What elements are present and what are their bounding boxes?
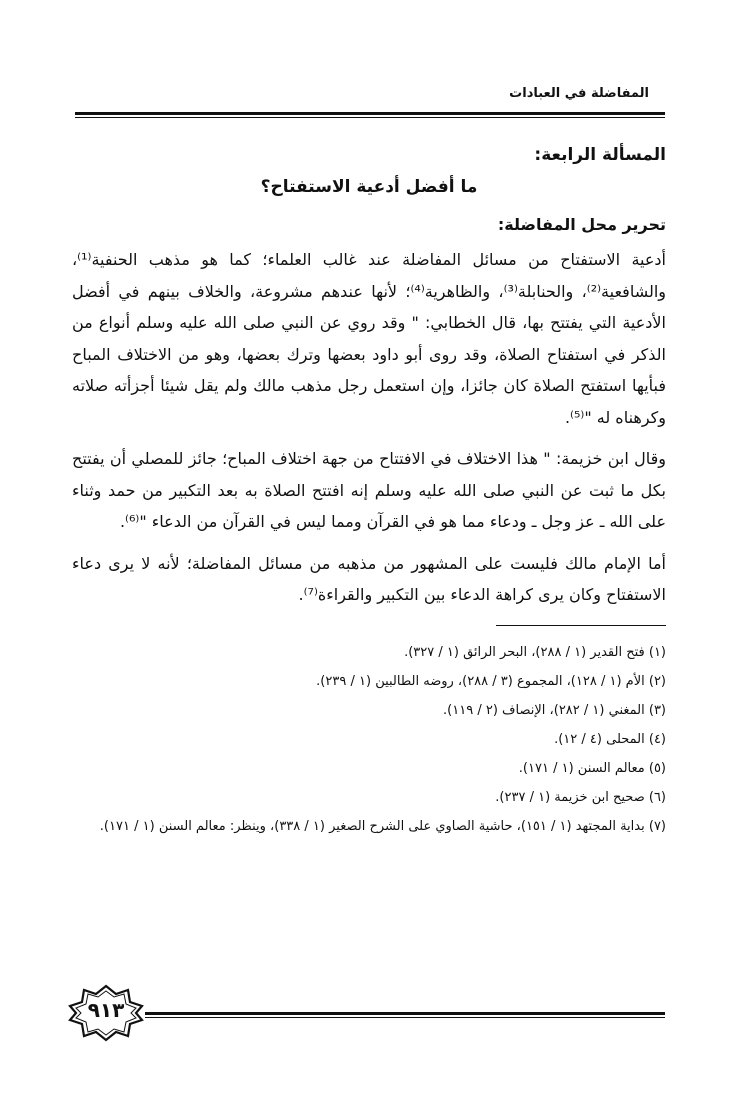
footnote-3: (٣) المغني (١ / ٢٨٢)، الإنصاف (٢ / ١١٩).	[443, 702, 666, 718]
paragraph-2: وقال ابن خزيمة: " هذا الاختلاف في الافتتاح من جهة اختلاف المباح؛ جائز للمصلي أن يفتتح بكل ما ثبت عن النبي صلى الله عليه وسلم إنه افتتح الصلاة به بعد التكبير من حمد وثناء على الله ـ عز وجل ـ ودعاء مما هو في القرآن ومما ليس في القرآن من الدعاء "⁽⁶⁾.	[72, 449, 666, 531]
footnote-6: (٦) صحيح ابن خزيمة (١ / ٢٣٧).	[495, 789, 666, 805]
footnotes-list	[72, 638, 666, 841]
footnote-1: (١) فتح القدير (١ / ٢٨٨)، البحر الرائق (١ / ٣٢٧).	[404, 644, 666, 660]
footnote-separator	[496, 625, 666, 626]
footnote-7: (٧) بداية المجتهد (١ / ١٥١)، حاشية الصاوي على الشرح الصغير (١ / ٣٣٨)، وينظر: معالم السنن (١ / ١٧١).	[99, 818, 666, 834]
footnote-2: (٢) الأم (١ / ١٢٨)، المجموع (٣ / ٢٨٨)، روضه الطالبين (١ / ٢٣٩).	[316, 673, 666, 689]
footnote-5: (٥) معالم السنن (١ / ١٧١).	[518, 760, 666, 776]
running-head-title: المفاضلة في العبادات	[509, 86, 649, 101]
header-rule	[75, 112, 665, 118]
section-heading: المسألة الرابعة:	[534, 145, 666, 165]
page-number: ٩١٣	[87, 998, 125, 1022]
question-title: ما أفضل أدعية الاستفتاح؟	[260, 177, 478, 197]
subheading: تحرير محل المفاضلة:	[497, 215, 666, 234]
footer-rule	[145, 1012, 665, 1018]
footnote-4: (٤) المحلى (٤ / ١٢).	[554, 731, 666, 747]
paragraph-1: أدعية الاستفتاح من مسائل المفاضلة عند غالب العلماء؛ كما هو مذهب الحنفية⁽¹⁾، والشافعية⁽²⁾، والحنابلة⁽³⁾، والظاهرية⁽⁴⁾؛ لأنها عندهم مشروعة، والخلاف بينهم في أفضل الأدعية التي يفتتح بها، قال الخطابي: " وقد روي عن النبي صلى الله عليه وسلم أنواع من الذكر في استفتاح الصلاة، وقد روى أبو داود بعضها وترك بعضها، وهو من الاختلاف المباح فبأيها استفتح الصلاة كان جائزا، وإن استعمل رجل مذهب مالك ولم يقل شيئا أجزأته صلاته وكرهناه له "⁽⁵⁾.	[72, 250, 667, 427]
paragraph-3: أما الإمام مالك فليست على المشهور من مذهبه من مسائل المفاضلة؛ لأنه لا يرى دعاء الاستفتاح وكان يرى كراهة الدعاء بين التكبير والقراءة⁽⁷⁾.	[72, 553, 666, 604]
page-body	[72, 145, 666, 841]
